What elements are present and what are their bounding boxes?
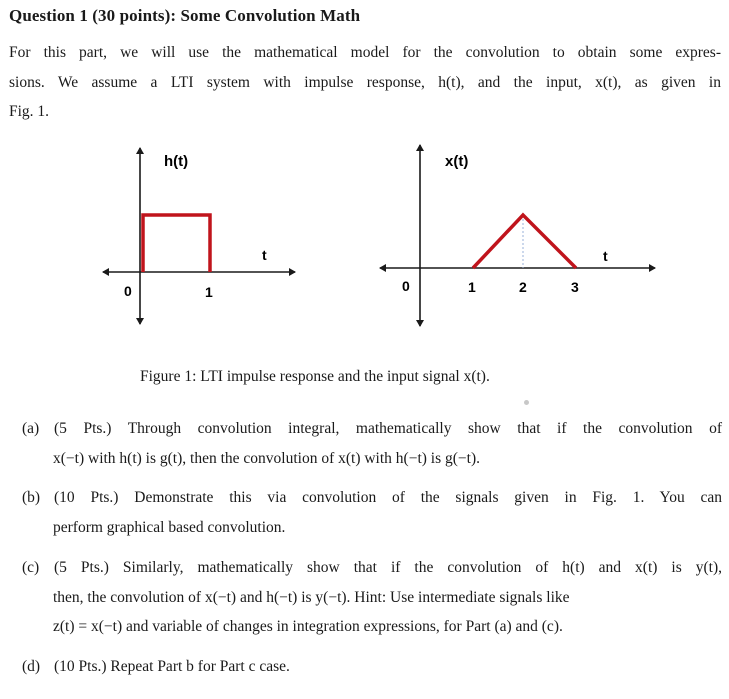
part-text: z(t) = x(−t) and variable of changes in integration expressions, for Part (a) and (c). [53,618,563,635]
part-text: (5 Pts.) Similarly, mathematically show that if the convolution of h(t) and x(t) is y(t), [54,559,722,576]
h-tick-1: 1 [205,284,213,300]
part-a [22,414,722,473]
part-label: (a) [22,420,40,437]
part-text: perform graphical based convolution. [53,518,286,536]
x-tick-1: 1 [468,279,476,295]
part-text: (5 Pts.) Through convolution integral, mathematically show that if the convolution of [54,420,722,437]
intro-line: For this part, we will use the mathematical model for the convolution to obtain some expres- [9,44,721,61]
h-ylabel: h(t) [164,153,189,170]
x-signal [473,215,576,268]
question-intro [9,38,721,127]
h-tick-0: 0 [124,283,132,299]
part-b [22,483,722,542]
figure-caption: Figure 1: LTI impulse response and the input signal x(t). [140,368,490,385]
h-xlabel: t [262,247,267,263]
part-text: (10 Pts.) Demonstrate this via convolution of the signals given in Fig. 1. You can [54,489,722,506]
x-xlabel: t [603,248,608,264]
intro-line: Fig. 1. [9,103,50,120]
intro-line: sions. We assume a LTI system with impulse response, h(t), and the input, x(t), as given in [9,73,721,91]
part-text: (10 Pts.) Repeat Part b for Part c case. [54,658,290,675]
impulse-response-plot [103,148,295,324]
x-tick-3: 3 [571,279,579,295]
stray-dot [524,400,529,405]
figure-1 [0,140,729,340]
part-d [22,652,722,682]
x-ylabel: x(t) [445,153,469,170]
part-c [22,553,722,642]
part-text: then, the convolution of x(−t) and h(−t) is y(−t). Hint: Use intermediate signals like [53,588,570,606]
question-title: Question 1 (30 points): Some Convolution Math [9,6,361,25]
part-label: (c) [22,559,40,576]
input-signal-plot [380,145,655,326]
part-label: (d) [22,658,41,675]
h-signal [143,215,210,272]
part-label: (b) [22,489,41,506]
part-text: x(−t) with h(t) is g(t), then the convolution of x(t) with h(−t) is g(−t). [53,449,480,467]
x-tick-0: 0 [402,278,410,294]
x-tick-2: 2 [519,279,527,295]
